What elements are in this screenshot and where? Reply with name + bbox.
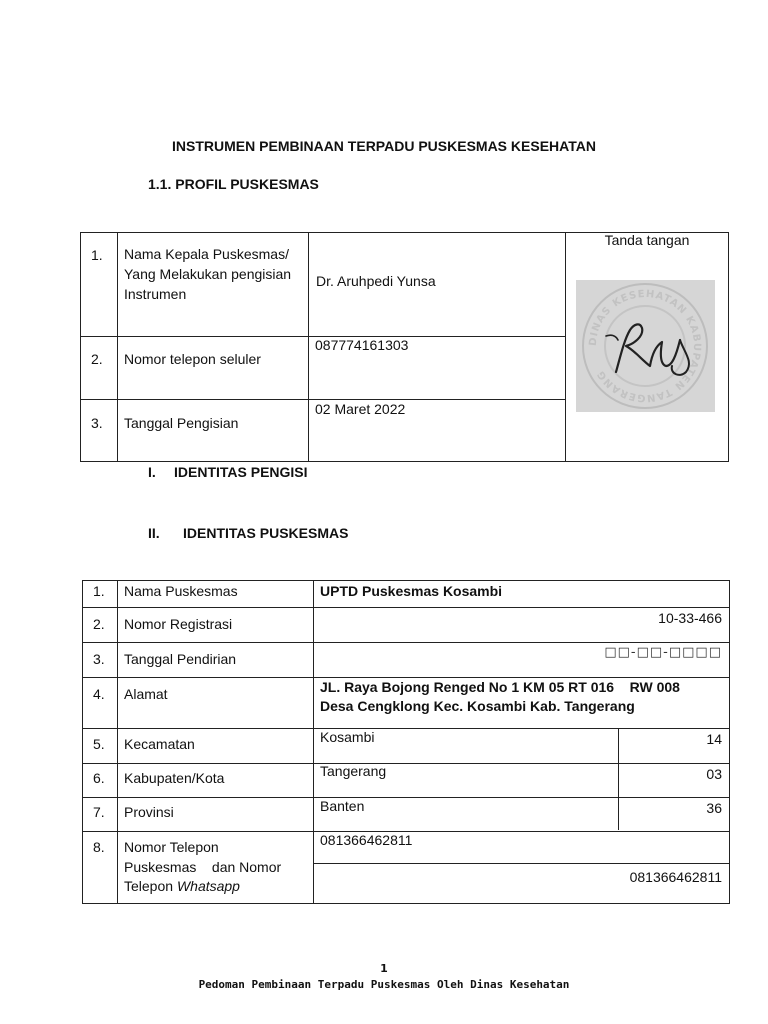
identity-row-1-label: Nama Puskesmas xyxy=(124,583,238,599)
identity-row-7-code: 36 xyxy=(706,800,722,816)
profile-row-3-label: Tanggal Pengisian xyxy=(124,415,239,431)
identity-row-2-no: 2. xyxy=(93,616,105,632)
identity-row-8-whatsapp: 081366462811 xyxy=(629,869,722,885)
profile-row-2-no: 2. xyxy=(91,351,103,367)
identity-row-3-no: 3. xyxy=(93,651,105,667)
identity-row-4-label: Alamat xyxy=(124,686,168,702)
identity-table xyxy=(82,580,730,904)
section-i-title: IDENTITAS PENGISI xyxy=(174,464,308,480)
identity-row-3-value: □□-□□-□□□□ xyxy=(604,645,722,660)
identity-row-1-no: 1. xyxy=(93,583,105,599)
identity-row-2-value: 10-33-466 xyxy=(658,610,722,626)
section-ii-number: II. xyxy=(148,525,160,541)
identity-row-4-value-line2: Desa Cengklong Kec. Kosambi Kab. Tangerang xyxy=(320,698,635,714)
section-i-number: I. xyxy=(148,464,156,480)
identity-row-7-label: Provinsi xyxy=(124,804,174,820)
identity-row-1-value: UPTD Puskesmas Kosambi xyxy=(320,583,503,599)
identity-row-8-phone: 081366462811 xyxy=(320,832,413,848)
profile-row-1-label: Nama Kepala Puskesmas/ Yang Melakukan pengisian Instrumen xyxy=(124,246,292,302)
section-profile-heading: 1.1. PROFIL PUSKESMAS xyxy=(148,176,319,192)
document-title: INSTRUMEN PEMBINAAN TERPADU PUSKESMAS KESEHATAN xyxy=(172,138,596,154)
identity-row-5-no: 5. xyxy=(93,736,105,752)
identity-row-4-value-line1: JL. Raya Bojong Renged No 1 KM 05 RT 016 RW 008 xyxy=(320,679,680,695)
signature-label: Tanda tangan xyxy=(604,232,690,248)
identity-row-7-value: Banten xyxy=(320,798,365,814)
section-ii-title: IDENTITAS PUSKESMAS xyxy=(183,525,349,541)
profile-row-3-value: 02 Maret 2022 xyxy=(315,401,406,417)
identity-row-6-label: Kabupaten/Kota xyxy=(124,770,225,786)
profile-row-1-value: Dr. Aruhpedi Yunsa xyxy=(316,273,436,289)
identity-row-4-no: 4. xyxy=(93,686,105,702)
profile-row-3-no: 3. xyxy=(91,415,103,431)
identity-row-8-label-whatsapp: Whatsapp xyxy=(176,878,240,894)
profile-row-2-label: Nomor telepon seluler xyxy=(124,351,261,367)
page-footer: Pedoman Pembinaan Terpadu Puskesmas Oleh Dinas Kesehatan xyxy=(198,978,570,991)
identity-row-8-label-line1: Nomor Telepon xyxy=(124,839,219,855)
identity-row-7-no: 7. xyxy=(93,804,105,820)
identity-row-5-code: 14 xyxy=(706,731,722,747)
identity-row-5-value: Kosambi xyxy=(320,729,375,745)
page-number: 1 xyxy=(380,962,388,975)
identity-row-6-no: 6. xyxy=(93,770,105,786)
identity-row-8-no: 8. xyxy=(93,839,105,855)
identity-row-2-label: Nomor Registrasi xyxy=(124,616,233,632)
stamp-text: DINAS KESEHATAN KABUPATEN TANGERANG xyxy=(587,288,703,404)
profile-row-1-no: 1. xyxy=(91,247,103,263)
identity-row-6-value: Tangerang xyxy=(320,763,387,779)
identity-row-8-label-line2: Puskesmas dan Nomor xyxy=(124,859,282,875)
profile-row-2-value: 087774161303 xyxy=(315,337,409,353)
stamp-signature-image xyxy=(576,280,715,412)
identity-row-8-label-line3: Telepon xyxy=(124,878,177,894)
identity-row-3-label: Tanggal Pendirian xyxy=(124,651,237,667)
identity-row-6-code: 03 xyxy=(706,766,722,782)
identity-row-5-label: Kecamatan xyxy=(124,736,195,752)
